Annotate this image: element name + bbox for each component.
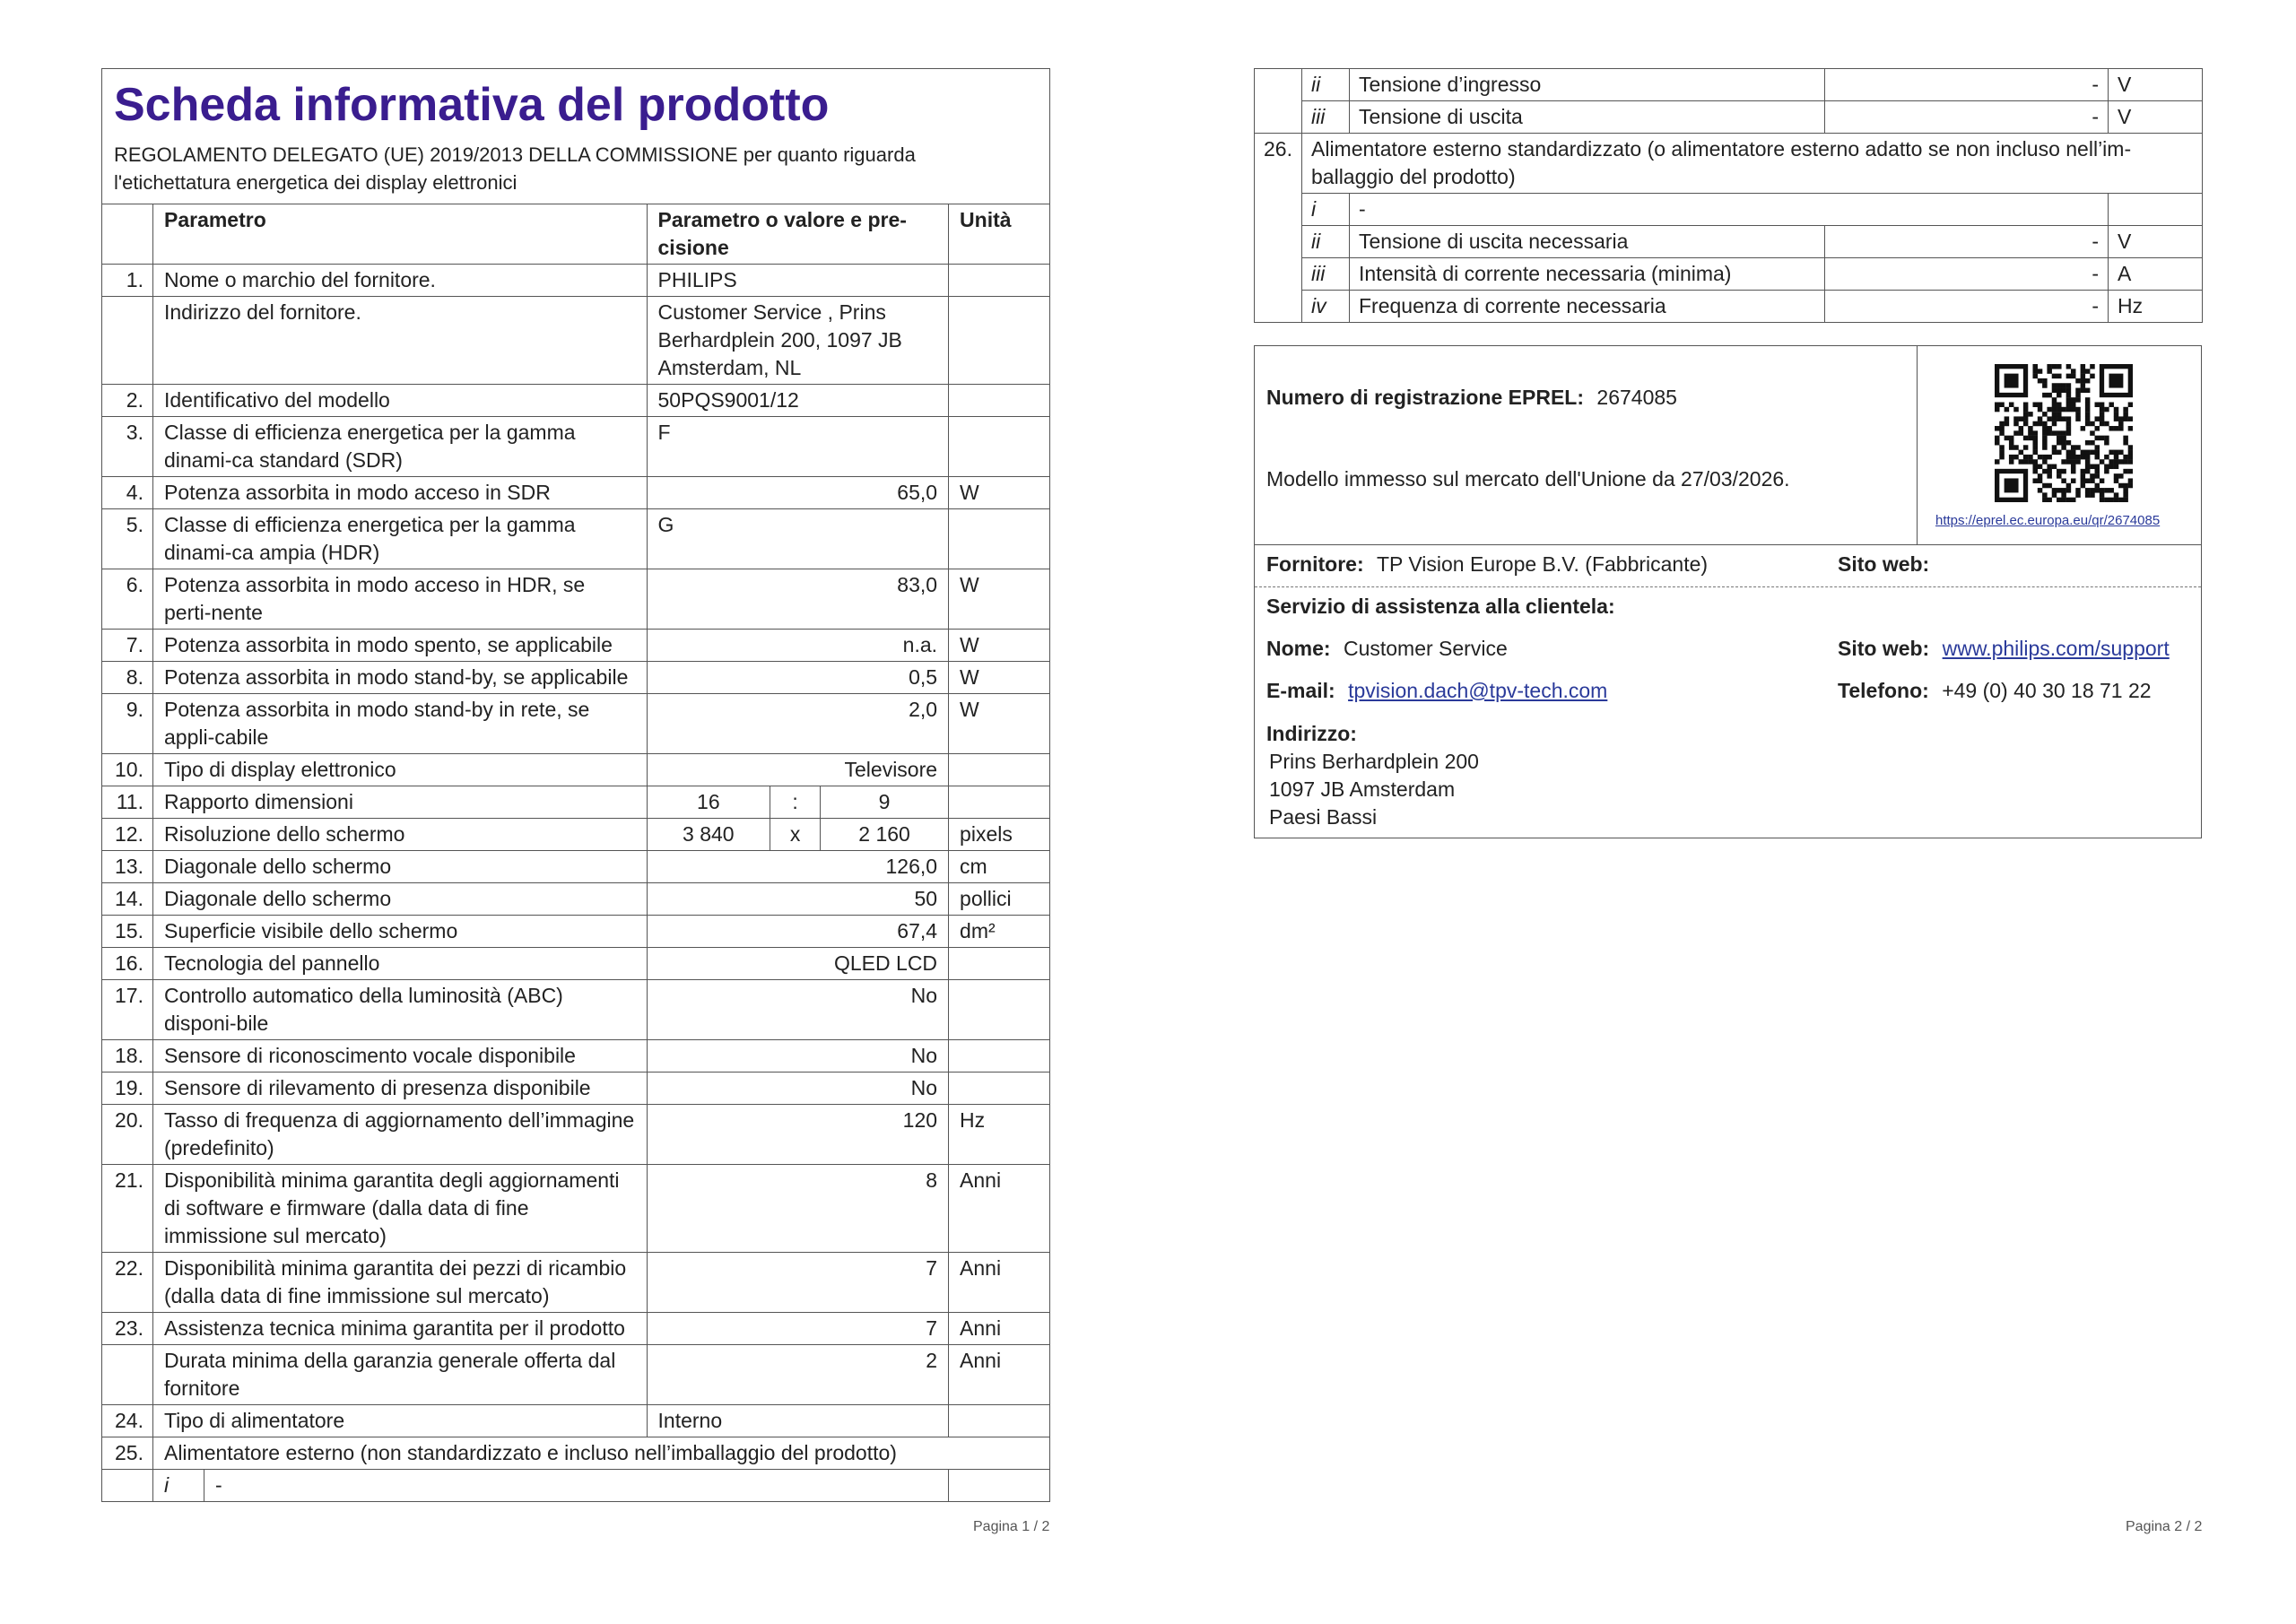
qr-panel (1917, 346, 2202, 544)
supplier-website-label: Sito web: (1838, 552, 1930, 576)
table-row (1255, 258, 2203, 291)
table-row (102, 1470, 1050, 1502)
row-unit: Anni (949, 1345, 1050, 1405)
table-row (1255, 194, 2203, 226)
row-value: No (647, 1040, 949, 1073)
row-number: 26. (1255, 134, 1302, 323)
row-value: n.a. (647, 630, 949, 662)
address-line-3: Paesi Bassi (1269, 805, 1378, 829)
row-label: Sensore di rilevamento di presenza disponibile (152, 1073, 647, 1105)
row-value: 120 (647, 1105, 949, 1165)
row-number: 1. (102, 265, 153, 297)
table-row (102, 883, 1050, 916)
row-value: - (1825, 69, 2109, 101)
row-sub-index: iii (1302, 101, 1350, 134)
row-value: PHILIPS (647, 265, 949, 297)
row-value: 50 (647, 883, 949, 916)
row-unit: cm (949, 851, 1050, 883)
table-row (102, 786, 1050, 819)
row-label: Alimentatore esterno (non standardizzato e incluso nell’imballaggio del prodotto) (152, 1437, 1049, 1470)
row-label: Durata minima della garanzia generale offerta dal fornitore (152, 1345, 647, 1405)
table-row (102, 477, 1050, 509)
row-label: Controllo automatico della luminosità (ABC) disponi-bile (152, 980, 647, 1040)
table-row (102, 569, 1050, 630)
table-row (102, 819, 1050, 851)
row-number: 23. (102, 1313, 153, 1345)
row-number: 16. (102, 948, 153, 980)
table-row (102, 916, 1050, 948)
row-value: Televisore (647, 754, 949, 786)
row-value: 50PQS9001/12 (647, 385, 949, 417)
row-value: Customer Service , Prins Berhardplein 200, 1097 JB Amsterdam, NL (647, 297, 949, 385)
row-unit (949, 1073, 1050, 1105)
row-unit (949, 417, 1050, 477)
row-sub-index: i (1302, 194, 1350, 226)
page-number-1: Pagina 1 / 2 (973, 1519, 1050, 1534)
row-unit: W (949, 630, 1050, 662)
row-unit (949, 754, 1050, 786)
row-value: - (1825, 101, 2109, 134)
page-number-2: Pagina 2 / 2 (2126, 1519, 2203, 1534)
row-value: - (1350, 194, 2109, 226)
row-label: Tasso di frequenza di aggiornamento dell’immagine (predefinito) (152, 1105, 647, 1165)
row-number: 5. (102, 509, 153, 569)
row-value-b: 9 (821, 786, 949, 819)
row-value: 83,0 (647, 569, 949, 630)
row-number: 4. (102, 477, 153, 509)
row-unit (949, 1405, 1050, 1437)
table-row (102, 1040, 1050, 1073)
eprel-reg-label: Numero di registrazione EPREL: (1266, 386, 1585, 409)
row-unit: Anni (949, 1253, 1050, 1313)
row-label: Sensore di riconoscimento vocale disponibile (152, 1040, 647, 1073)
header-param: Parametro (152, 204, 647, 265)
row-label: Tecnologia del pannello (152, 948, 647, 980)
regulation-text: REGOLAMENTO DELEGATO (UE) 2019/2013 DELLA COMMISSIONE per quanto riguarda l'etichettatura energetica dei display elettronici (114, 143, 916, 194)
row-value: No (647, 980, 949, 1040)
row-number: 9. (102, 694, 153, 754)
table-row (102, 948, 1050, 980)
table-row (1255, 291, 2203, 323)
row-unit: Anni (949, 1313, 1050, 1345)
table-row (102, 1105, 1050, 1165)
row-unit: Hz (949, 1105, 1050, 1165)
market-placement-date: Modello immesso sul mercato dell'Unione da 27/03/2026. (1266, 467, 1790, 491)
row-number (102, 1345, 153, 1405)
service-name-value: Customer Service (1343, 637, 1508, 660)
row-separator: : (770, 786, 821, 819)
row-value: - (1825, 291, 2109, 323)
row-value: - (1825, 258, 2109, 291)
row-unit: A (2109, 258, 2203, 291)
row-value: No (647, 1073, 949, 1105)
row-unit (949, 1040, 1050, 1073)
row-sub-index: iii (1302, 258, 1350, 291)
row-unit: pixels (949, 819, 1050, 851)
row-label: Frequenza di corrente necessaria (1350, 291, 1825, 323)
table-row (102, 509, 1050, 569)
row-label: Alimentatore esterno standardizzato (o alimentatore esterno adatto se non incluso nell’im-ballaggio del prodotto) (1302, 134, 2203, 194)
row-number: 24. (102, 1405, 153, 1437)
row-label: Superficie visibile dello schermo (152, 916, 647, 948)
row-number: 25. (102, 1437, 153, 1470)
row-value: QLED LCD (647, 948, 949, 980)
row-number: 10. (102, 754, 153, 786)
eprel-info-box (1254, 345, 2202, 838)
table-row (1255, 134, 2203, 194)
row-value: G (647, 509, 949, 569)
row-number: 13. (102, 851, 153, 883)
service-web-label: Sito web: (1838, 637, 1930, 660)
row-label: Intensità di corrente necessaria (minima) (1350, 258, 1825, 291)
row-number: 18. (102, 1040, 153, 1073)
table-row (1255, 69, 2203, 101)
header-value: Parametro o valore e pre-cisione (647, 204, 949, 265)
row-label: Potenza assorbita in modo acceso in HDR, se perti-nente (152, 569, 647, 630)
table-row (102, 1313, 1050, 1345)
row-sub-index: ii (1302, 226, 1350, 258)
row-unit: Hz (2109, 291, 2203, 323)
table-row (102, 385, 1050, 417)
supplier-label: Fornitore: (1266, 552, 1364, 576)
row-label: Disponibilità minima garantita degli aggiornamenti di software e firmware (dalla data di fine immissione sul mercato) (152, 1165, 647, 1253)
row-number: 21. (102, 1165, 153, 1253)
page-title: Scheda informativa del prodotto (114, 79, 830, 131)
row-unit: dm² (949, 916, 1050, 948)
row-label: Tensione di uscita (1350, 101, 1825, 134)
dashed-divider (1255, 586, 2201, 587)
row-value: - (1825, 226, 2109, 258)
service-name-label: Nome: (1266, 637, 1331, 660)
table-row (1255, 101, 2203, 134)
row-value: Interno (647, 1405, 949, 1437)
row-number: 14. (102, 883, 153, 916)
row-unit: V (2109, 101, 2203, 134)
table-row (102, 1405, 1050, 1437)
row-value: 126,0 (647, 851, 949, 883)
table-row (102, 297, 1050, 385)
row-value: 0,5 (647, 662, 949, 694)
address-line-1: Prins Berhardplein 200 (1269, 750, 1479, 773)
row-separator: x (770, 819, 821, 851)
row-label: Diagonale dello schermo (152, 883, 647, 916)
service-email-link[interactable]: tpvision.dach@tpv-tech.com (1348, 679, 1608, 702)
row-unit: V (2109, 69, 2203, 101)
table-row (102, 694, 1050, 754)
row-label: Classe di efficienza energetica per la gamma dinami-ca ampia (HDR) (152, 509, 647, 569)
table-row (102, 1165, 1050, 1253)
row-value: 65,0 (647, 477, 949, 509)
table-row (102, 417, 1050, 477)
row-label: Tipo di display elettronico (152, 754, 647, 786)
table-row (102, 1345, 1050, 1405)
row-unit: V (2109, 226, 2203, 258)
eprel-reg-value: 2674085 (1596, 386, 1677, 409)
row-unit (949, 948, 1050, 980)
row-number: 6. (102, 569, 153, 630)
row-number (102, 297, 153, 385)
row-label: Assistenza tecnica minima garantita per il prodotto (152, 1313, 647, 1345)
sheet-header (101, 68, 1050, 204)
table-row (102, 265, 1050, 297)
row-value: 2 (647, 1345, 949, 1405)
eprel-qr-link[interactable]: https://eprel.ec.europa.eu/qr/2674085 (1935, 513, 2161, 528)
table-row (102, 1253, 1050, 1313)
row-number: 20. (102, 1105, 153, 1165)
row-value: 2,0 (647, 694, 949, 754)
row-number: 3. (102, 417, 153, 477)
row-unit (949, 980, 1050, 1040)
row-sub-index: i (152, 1470, 204, 1502)
row-label: Classe di efficienza energetica per la gamma dinami-ca standard (SDR) (152, 417, 647, 477)
row-label: Diagonale dello schermo (152, 851, 647, 883)
table-row (102, 851, 1050, 883)
row-label: Potenza assorbita in modo stand-by in rete, se appli-cabile (152, 694, 647, 754)
row-number: 15. (102, 916, 153, 948)
support-website-link[interactable]: www.philips.com/support (1942, 637, 2170, 660)
row-value-a: 3 840 (647, 819, 770, 851)
row-label: Risoluzione dello schermo (152, 819, 647, 851)
row-number: 12. (102, 819, 153, 851)
row-unit: Anni (949, 1165, 1050, 1253)
parameter-table (101, 204, 1050, 1502)
row-sub-index: iv (1302, 291, 1350, 323)
row-label: Nome o marchio del fornitore. (152, 265, 647, 297)
row-unit: W (949, 477, 1050, 509)
row-label: Potenza assorbita in modo acceso in SDR (152, 477, 647, 509)
row-label: Tensione d’ingresso (1350, 69, 1825, 101)
row-unit (949, 509, 1050, 569)
row-unit (949, 786, 1050, 819)
power-supply-table (1254, 68, 2203, 323)
row-unit (949, 297, 1050, 385)
row-number: 8. (102, 662, 153, 694)
eprel-registration-section (1255, 346, 2201, 545)
header-unit: Unità (949, 204, 1050, 265)
row-label: Potenza assorbita in modo stand-by, se applicabile (152, 662, 647, 694)
table-row (102, 1073, 1050, 1105)
row-unit (949, 385, 1050, 417)
row-number: 11. (102, 786, 153, 819)
service-phone-value: +49 (0) 40 30 18 71 22 (1942, 679, 2152, 702)
row-number: 17. (102, 980, 153, 1040)
table-row (1255, 226, 2203, 258)
row-unit: pollici (949, 883, 1050, 916)
row-label: Disponibilità minima garantita dei pezzi di ricambio (dalla data di fine immissione sul mercato) (152, 1253, 647, 1313)
service-phone-label: Telefono: (1838, 679, 1929, 702)
row-label: Potenza assorbita in modo spento, se applicabile (152, 630, 647, 662)
row-value-b: 2 160 (821, 819, 949, 851)
row-number: 22. (102, 1253, 153, 1313)
row-label: Identificativo del modello (152, 385, 647, 417)
table-row (102, 662, 1050, 694)
service-heading: Servizio di assistenza alla clientela: (1266, 595, 1615, 618)
table-row (102, 630, 1050, 662)
row-sub-index: ii (1302, 69, 1350, 101)
row-unit: W (949, 662, 1050, 694)
row-number: 2. (102, 385, 153, 417)
row-unit: W (949, 569, 1050, 630)
row-value: 7 (647, 1253, 949, 1313)
row-value: F (647, 417, 949, 477)
table-row (102, 1437, 1050, 1470)
service-email-label: E-mail: (1266, 679, 1335, 702)
table-row (102, 754, 1050, 786)
row-label: Tensione di uscita necessaria (1350, 226, 1825, 258)
row-value-a: 16 (647, 786, 770, 819)
address-line-2: 1097 JB Amsterdam (1269, 777, 1456, 801)
table-header-row (102, 204, 1050, 265)
service-address-label: Indirizzo: (1266, 722, 1357, 745)
row-value: - (204, 1470, 948, 1502)
row-label: Tipo di alimentatore (152, 1405, 647, 1437)
row-value: 8 (647, 1165, 949, 1253)
row-value: 7 (647, 1313, 949, 1345)
product-sheet-page-1 (101, 68, 1050, 1502)
table-row (102, 980, 1050, 1040)
row-label: Indirizzo del fornitore. (152, 297, 647, 385)
row-number: 19. (102, 1073, 153, 1105)
row-unit (949, 265, 1050, 297)
row-number: 7. (102, 630, 153, 662)
row-label: Rapporto dimensioni (152, 786, 647, 819)
row-value: 67,4 (647, 916, 949, 948)
supplier-value: TP Vision Europe B.V. (Fabbricante) (1377, 552, 1709, 576)
qr-code-icon[interactable] (1995, 364, 2133, 502)
row-unit: W (949, 694, 1050, 754)
